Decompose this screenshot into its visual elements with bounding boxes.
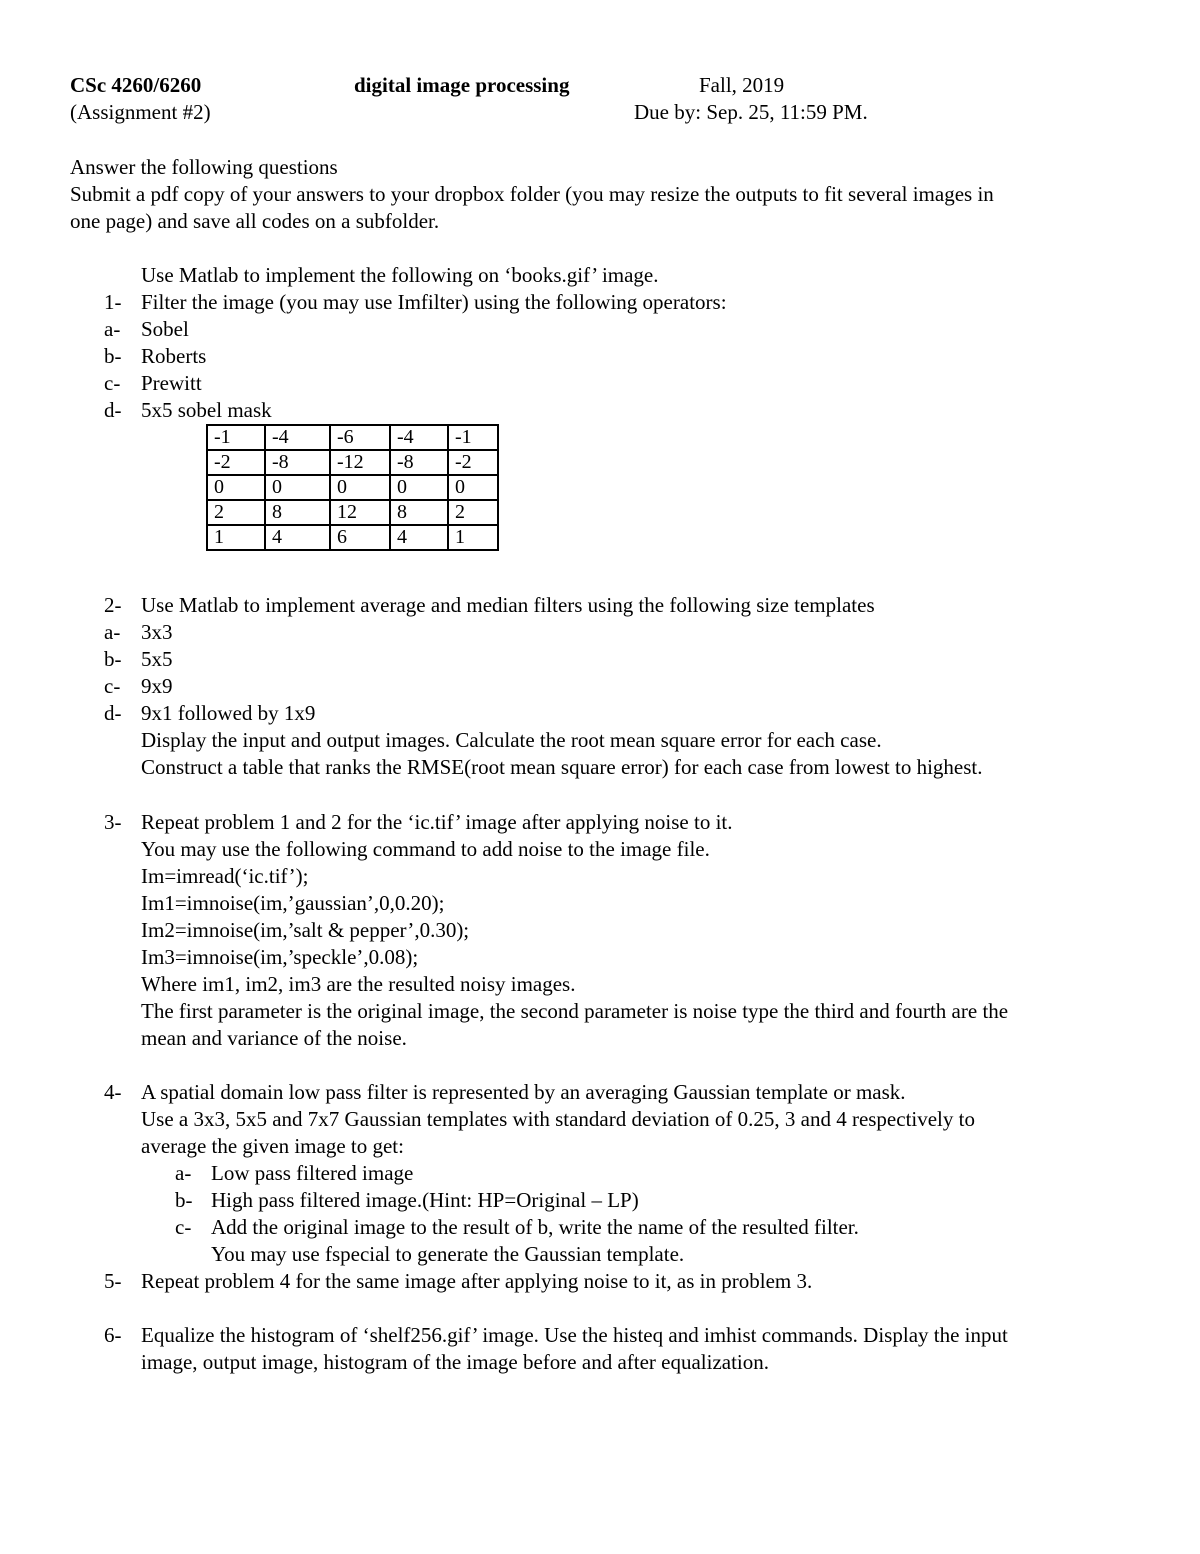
q4-line: Use a 3x3, 5x5 and 7x7 Gaussian templates with standard deviation of 0.25, 3 and 4 respectively to [141,1107,975,1131]
q3-line: Where im1, im2, im3 are the resulted noisy images. [141,972,576,996]
q2-text: Use Matlab to implement average and median filters using the following size templates [141,593,875,617]
table-cell: 0 [448,475,498,500]
q4-line: A spatial domain low pass filter is represented by an averaging Gaussian template or mask. [141,1080,906,1104]
course-code: CSc 4260/6260 [70,73,202,97]
q3-line: mean and variance of the noise. [141,1026,407,1050]
q1-item-marker: b- [104,344,122,368]
q3-code-line: Im2=imnoise(im,’salt & pepper’,0.30); [141,918,470,942]
q2-item: 9x1 followed by 1x9 [141,701,316,725]
due-date: Due by: Sep. 25, 11:59 PM. [634,100,868,124]
q5-text: Repeat problem 4 for the same image after applying noise to it, as in problem 3. [141,1269,813,1293]
table-cell: -4 [265,425,330,450]
q1-item-marker: a- [104,317,121,341]
q4-number: 4- [104,1080,122,1104]
q4-item: Low pass filtered image [211,1161,414,1185]
q2-item: 9x9 [141,674,173,698]
table-cell: -2 [207,450,265,475]
table-cell: -4 [390,425,448,450]
table-cell: 2 [448,500,498,525]
q3-code-line: Im=imread(‘ic.tif’); [141,864,309,888]
q1-item: Prewitt [141,371,202,395]
table-row [207,450,498,475]
q4-item: Add the original image to the result of b, write the name of the resulted filter. [211,1215,859,1239]
table-row [207,500,498,525]
q4-item-marker: a- [175,1161,192,1185]
q6-text: Equalize the histogram of ‘shelf256.gif’ image. Use the histeq and imhist commands. Display the input [141,1323,1008,1347]
table-row [207,425,498,450]
q5-number: 5- [104,1269,122,1293]
q2-item-marker: c- [104,674,121,698]
q4-note: You may use fspecial to generate the Gaussian template. [211,1242,685,1266]
table-cell: -12 [330,450,390,475]
table-row [207,525,498,550]
q2-item-marker: a- [104,620,121,644]
q2-item-marker: b- [104,647,122,671]
table-cell: -1 [207,425,265,450]
table-cell: 0 [207,475,265,500]
q1-item: 5x5 sobel mask [141,398,272,422]
course-subject: digital image processing [354,73,570,97]
q1-item: Roberts [141,344,207,368]
q2-item-marker: d- [104,701,122,725]
table-cell: -1 [448,425,498,450]
table-cell: -2 [448,450,498,475]
table-cell: -6 [330,425,390,450]
q2-instruction: Display the input and output images. Calculate the root mean square error for each case. [141,728,882,752]
table-cell: 6 [330,525,390,550]
q2-instruction: Construct a table that ranks the RMSE(root mean square error) for each case from lowest to highest. [141,755,983,779]
table-cell: 12 [330,500,390,525]
q3-line: Repeat problem 1 and 2 for the ‘ic.tif’ image after applying noise to it. [141,810,733,834]
term: Fall, 2019 [699,73,785,97]
q3-line: The first parameter is the original image, the second parameter is noise type the third and fourth are the [141,999,1009,1023]
q3-line: You may use the following command to add noise to the image file. [141,837,710,861]
q4-item-marker: c- [175,1215,192,1239]
q1-item-marker: d- [104,398,122,422]
table-cell: 8 [390,500,448,525]
table-cell: -8 [390,450,448,475]
q1-number: 1- [104,290,122,314]
table-cell: 8 [265,500,330,525]
q2-number: 2- [104,593,122,617]
sobel-mask-table [206,424,499,551]
q1-item: Sobel [141,317,189,341]
table-cell: 0 [265,475,330,500]
q1-item-marker: c- [104,371,121,395]
assignment-number: (Assignment #2) [70,100,211,124]
q3-number: 3- [104,810,122,834]
intro-instruction: Submit a pdf copy of your answers to your dropbox folder (you may resize the outputs to fit several images in [70,182,994,206]
q1-lead: Use Matlab to implement the following on ‘books.gif’ image. [141,263,659,287]
table-cell: 4 [265,525,330,550]
table-cell: 1 [207,525,265,550]
table-cell: -8 [265,450,330,475]
table-cell: 1 [448,525,498,550]
q6-number: 6- [104,1323,122,1347]
intro-heading: Answer the following questions [70,155,338,179]
q2-item: 3x3 [141,620,173,644]
table-cell: 2 [207,500,265,525]
q1-text: Filter the image (you may use Imfilter) using the following operators: [141,290,727,314]
q6-text-cont: image, output image, histogram of the image before and after equalization. [141,1350,770,1374]
table-cell: 0 [330,475,390,500]
intro-instruction-cont: one page) and save all codes on a subfolder. [70,209,440,233]
q4-line: average the given image to get: [141,1134,404,1158]
q3-code-line: Im1=imnoise(im,’gaussian’,0,0.20); [141,891,445,915]
table-row [207,475,498,500]
q4-item: High pass filtered image.(Hint: HP=Original – LP) [211,1188,639,1212]
table-cell: 4 [390,525,448,550]
table-cell: 0 [390,475,448,500]
q3-code-line: Im3=imnoise(im,’speckle’,0.08); [141,945,419,969]
q4-item-marker: b- [175,1188,193,1212]
q2-item: 5x5 [141,647,173,671]
